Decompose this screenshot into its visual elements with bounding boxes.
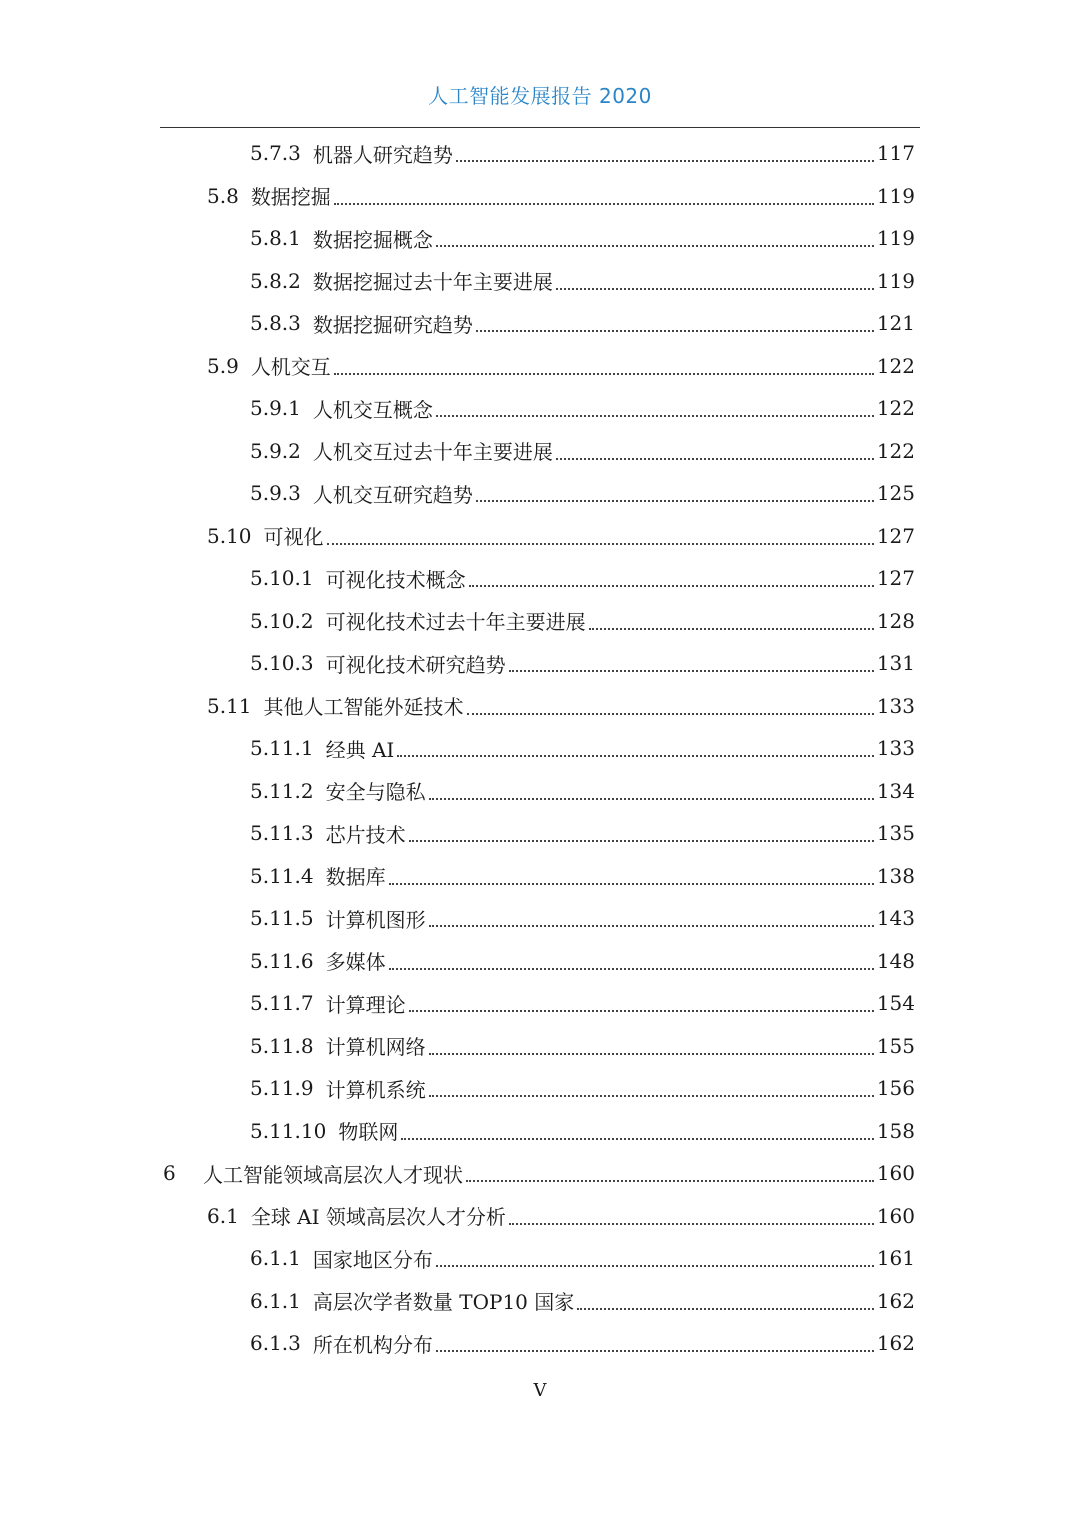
toc-dot-leader bbox=[577, 1308, 874, 1310]
toc-entry-number: 5.9.3 bbox=[250, 481, 301, 506]
toc-entry-title: 计算机网络 bbox=[325, 1035, 426, 1060]
toc-entry-title: 数据挖掘 bbox=[250, 185, 331, 210]
toc-entry-title: 计算机系统 bbox=[325, 1077, 426, 1102]
toc-dot-leader bbox=[466, 1180, 874, 1182]
toc-entry-title: 高层次学者数量 TOP10 国家 bbox=[312, 1290, 575, 1315]
toc-entry-page: 161 bbox=[876, 1246, 915, 1271]
toc-entry-number: 5.9.2 bbox=[250, 438, 301, 463]
toc-entry-title: 人机交互过去十年主要进展 bbox=[312, 440, 553, 465]
toc-entry-page: 119 bbox=[876, 268, 915, 293]
toc-entry-number: 6.1.3 bbox=[250, 1331, 301, 1356]
toc-entry-title: 经典 AI bbox=[325, 737, 395, 762]
toc-dot-leader bbox=[436, 245, 874, 247]
toc-entry[interactable] bbox=[0, 642, 1080, 685]
toc-dot-leader bbox=[456, 160, 874, 162]
toc-entry[interactable] bbox=[0, 1280, 1080, 1323]
toc-entry-number: 5.10.3 bbox=[250, 651, 314, 676]
toc-entry-title: 其他人工智能外延技术 bbox=[263, 695, 464, 720]
toc-entry-title: 数据挖掘概念 bbox=[312, 227, 433, 252]
toc-entry[interactable] bbox=[0, 897, 1080, 940]
toc-entry-title: 可视化技术研究趋势 bbox=[325, 652, 506, 677]
toc-dot-leader bbox=[334, 203, 874, 205]
toc-entry-title: 计算机图形 bbox=[325, 907, 426, 932]
toc-dot-leader bbox=[476, 330, 874, 332]
toc-entry-number: 5.9 bbox=[207, 353, 239, 378]
toc-entry-title: 数据挖掘过去十年主要进展 bbox=[312, 270, 553, 295]
toc-entry-title: 安全与隐私 bbox=[325, 780, 426, 805]
toc-dot-leader bbox=[334, 373, 874, 375]
toc-dot-leader bbox=[389, 968, 874, 970]
toc-entry-title: 人工智能领域高层次人才现状 bbox=[203, 1162, 463, 1187]
toc-dot-leader bbox=[589, 628, 874, 630]
toc-entry[interactable] bbox=[0, 812, 1080, 855]
toc-dot-leader bbox=[429, 798, 874, 800]
toc-entry-page: 127 bbox=[876, 566, 915, 591]
toc-dot-leader bbox=[509, 670, 874, 672]
toc-dot-leader bbox=[469, 585, 874, 587]
toc-entry-page: 117 bbox=[876, 141, 915, 166]
toc-entry-page: 121 bbox=[876, 311, 915, 336]
toc-entry-title: 可视化 bbox=[263, 525, 324, 550]
toc-entry[interactable] bbox=[0, 855, 1080, 898]
toc-dot-leader bbox=[401, 1138, 873, 1140]
toc-entry-number: 5.11.9 bbox=[250, 1076, 314, 1101]
page-header-title: 人工智能发展报告 2020 bbox=[428, 84, 652, 108]
toc-entry-title: 计算理论 bbox=[325, 992, 406, 1017]
toc-entry[interactable] bbox=[0, 982, 1080, 1025]
toc-dot-leader bbox=[429, 925, 874, 927]
toc-entry-number: 5.11.7 bbox=[250, 991, 314, 1016]
toc-entry-title: 人机交互研究趋势 bbox=[312, 482, 473, 507]
toc-entry-number: 5.10 bbox=[207, 523, 252, 548]
toc-entry-number: 5.11.1 bbox=[250, 736, 314, 761]
toc-entry-page: 134 bbox=[876, 778, 915, 803]
toc-entry-page: 162 bbox=[876, 1288, 915, 1313]
toc-entry-number: 5.11.2 bbox=[250, 778, 314, 803]
toc-entry-title: 人机交互概念 bbox=[312, 397, 433, 422]
toc-entry-number: 5.11.8 bbox=[250, 1033, 314, 1058]
toc-dot-leader bbox=[436, 1265, 874, 1267]
toc-dot-leader bbox=[436, 1350, 874, 1352]
toc-entry-number: 5.7.3 bbox=[250, 141, 301, 166]
toc-entry[interactable] bbox=[0, 1152, 1080, 1195]
toc-entry[interactable] bbox=[0, 345, 1080, 388]
table-of-contents bbox=[0, 132, 1080, 1365]
toc-entry-page: 138 bbox=[876, 863, 915, 888]
toc-entry[interactable] bbox=[0, 1067, 1080, 1110]
toc-entry-page: 156 bbox=[876, 1076, 915, 1101]
toc-dot-leader bbox=[556, 288, 874, 290]
toc-entry[interactable] bbox=[0, 132, 1080, 175]
toc-dot-leader bbox=[429, 1095, 874, 1097]
toc-entry-page: 155 bbox=[876, 1033, 915, 1058]
toc-entry[interactable] bbox=[0, 175, 1080, 218]
toc-entry-title: 可视化技术过去十年主要进展 bbox=[325, 610, 586, 635]
toc-entry-number: 5.10.1 bbox=[250, 566, 314, 591]
toc-entry-number: 5.11.3 bbox=[250, 821, 314, 846]
toc-entry[interactable] bbox=[0, 302, 1080, 345]
toc-entry-number: 5.11.4 bbox=[250, 863, 314, 888]
toc-entry-number: 6.1.1 bbox=[250, 1246, 301, 1271]
toc-entry-number: 5.10.2 bbox=[250, 608, 314, 633]
toc-entry-page: 119 bbox=[876, 183, 915, 208]
toc-entry-number: 5.9.1 bbox=[250, 396, 301, 421]
toc-entry-title: 人机交互 bbox=[250, 355, 331, 380]
toc-entry-page: 125 bbox=[876, 481, 915, 506]
toc-entry-page: 162 bbox=[876, 1331, 915, 1356]
toc-entry-number: 5.11.5 bbox=[250, 906, 314, 931]
toc-entry-page: 133 bbox=[876, 736, 915, 761]
toc-entry-title: 物联网 bbox=[338, 1120, 399, 1145]
toc-entry-title: 多媒体 bbox=[325, 950, 386, 975]
toc-entry[interactable] bbox=[0, 685, 1080, 728]
toc-entry[interactable] bbox=[0, 600, 1080, 643]
toc-entry-page: 135 bbox=[876, 821, 915, 846]
toc-dot-leader bbox=[389, 883, 874, 885]
toc-entry-page: 148 bbox=[876, 948, 915, 973]
toc-entry[interactable] bbox=[0, 217, 1080, 260]
toc-entry-number: 6.1.1 bbox=[250, 1288, 301, 1313]
page-number: V bbox=[533, 1380, 547, 1401]
toc-entry-number: 5.8.3 bbox=[250, 311, 301, 336]
toc-entry[interactable] bbox=[0, 727, 1080, 770]
toc-entry-number: 5.11.6 bbox=[250, 948, 314, 973]
toc-entry[interactable] bbox=[0, 430, 1080, 473]
toc-entry[interactable] bbox=[0, 1195, 1080, 1238]
toc-entry-title: 可视化技术概念 bbox=[325, 567, 466, 592]
toc-dot-leader bbox=[397, 755, 873, 757]
toc-entry-title: 全球 AI 领域高层次人才分析 bbox=[250, 1205, 506, 1230]
toc-dot-leader bbox=[409, 1010, 874, 1012]
toc-entry-page: 143 bbox=[876, 906, 915, 931]
toc-dot-leader bbox=[476, 500, 874, 502]
toc-entry-title: 数据挖掘研究趋势 bbox=[312, 312, 473, 337]
toc-entry-number: 5.11.10 bbox=[250, 1118, 327, 1143]
toc-entry-number: 5.11 bbox=[207, 693, 252, 718]
toc-dot-leader bbox=[467, 713, 874, 715]
toc-entry[interactable] bbox=[0, 1322, 1080, 1365]
toc-entry-number: 6.1 bbox=[207, 1203, 239, 1228]
toc-entry-title: 数据库 bbox=[325, 865, 386, 890]
toc-dot-leader bbox=[429, 1053, 874, 1055]
toc-entry[interactable] bbox=[0, 1110, 1080, 1153]
toc-entry[interactable] bbox=[0, 940, 1080, 983]
toc-dot-leader bbox=[556, 458, 874, 460]
toc-entry-page: 127 bbox=[876, 523, 915, 548]
toc-entry-page: 158 bbox=[876, 1118, 915, 1143]
toc-entry-page: 160 bbox=[876, 1161, 915, 1186]
toc-entry-number: 5.8 bbox=[207, 183, 239, 208]
toc-entry-page: 122 bbox=[876, 438, 915, 463]
toc-entry[interactable] bbox=[0, 387, 1080, 430]
toc-entry-page: 160 bbox=[876, 1203, 915, 1228]
toc-entry[interactable] bbox=[0, 515, 1080, 558]
toc-entry-number: 5.8.1 bbox=[250, 226, 301, 251]
toc-entry-number: 5.8.2 bbox=[250, 268, 301, 293]
toc-entry[interactable] bbox=[0, 1237, 1080, 1280]
toc-entry-page: 128 bbox=[876, 608, 915, 633]
toc-entry[interactable] bbox=[0, 1025, 1080, 1068]
toc-dot-leader bbox=[409, 840, 874, 842]
toc-entry-page: 122 bbox=[876, 396, 915, 421]
toc-entry-title: 芯片技术 bbox=[325, 822, 406, 847]
toc-entry-page: 154 bbox=[876, 991, 915, 1016]
toc-entry[interactable] bbox=[0, 770, 1080, 813]
toc-entry[interactable] bbox=[0, 260, 1080, 303]
toc-dot-leader bbox=[509, 1223, 874, 1225]
toc-entry-title: 所在机构分布 bbox=[312, 1332, 433, 1357]
toc-entry[interactable] bbox=[0, 472, 1080, 515]
toc-dot-leader bbox=[436, 415, 874, 417]
toc-entry-title: 国家地区分布 bbox=[312, 1247, 433, 1272]
toc-entry-number: 6 bbox=[163, 1161, 176, 1186]
toc-entry-title: 机器人研究趋势 bbox=[312, 142, 453, 167]
toc-entry-page: 122 bbox=[876, 353, 915, 378]
toc-entry-page: 131 bbox=[876, 651, 915, 676]
header-divider bbox=[160, 127, 920, 128]
toc-entry[interactable] bbox=[0, 557, 1080, 600]
toc-entry-page: 119 bbox=[876, 226, 915, 251]
toc-dot-leader bbox=[327, 543, 874, 545]
toc-entry-page: 133 bbox=[876, 693, 915, 718]
